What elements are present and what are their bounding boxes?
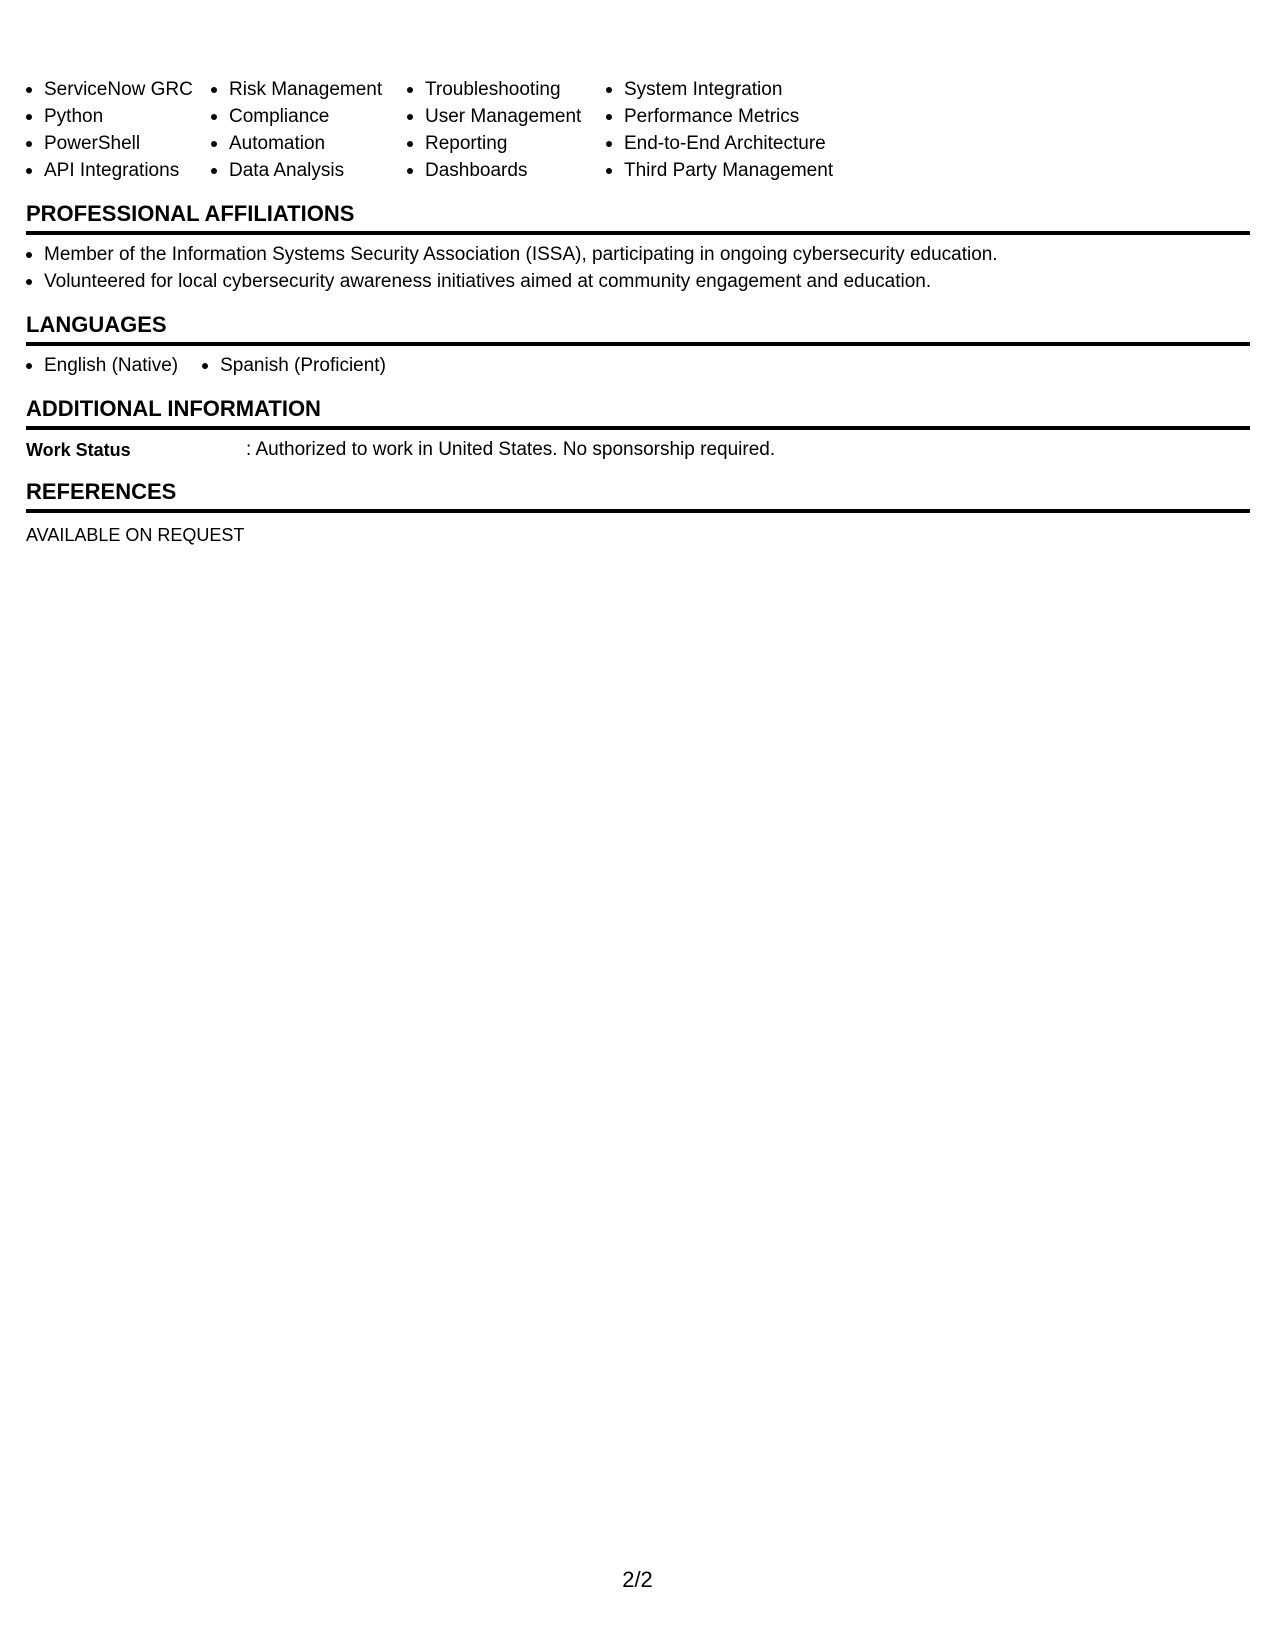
list-item: Volunteered for local cybersecurity awareness initiatives aimed at community engagement and education. xyxy=(26,268,1250,295)
affiliations-list xyxy=(26,241,1250,295)
section-title: ADDITIONAL INFORMATION xyxy=(26,396,321,421)
skill-item: Risk Management xyxy=(211,76,407,103)
bullet-icon xyxy=(211,114,217,120)
bullet-icon xyxy=(407,168,413,174)
skill-item: Python xyxy=(26,103,211,130)
bullet-icon xyxy=(407,87,413,93)
section-title: PROFESSIONAL AFFILIATIONS xyxy=(26,201,355,226)
bullet-icon xyxy=(211,141,217,147)
section-title: REFERENCES xyxy=(26,479,177,504)
affiliations-header xyxy=(26,200,1250,235)
bullet-icon xyxy=(407,114,413,120)
bullet-icon xyxy=(26,87,32,93)
skill-item: API Integrations xyxy=(26,157,211,184)
skills-column-1 xyxy=(26,76,211,184)
skill-item: PowerShell xyxy=(26,130,211,157)
section-title: LANGUAGES xyxy=(26,312,167,337)
bullet-icon xyxy=(26,114,32,120)
resume-page-2 xyxy=(26,76,1250,547)
references-header xyxy=(26,478,1250,513)
list-item: Spanish (Proficient) xyxy=(202,352,386,379)
work-status-row xyxy=(26,438,1250,462)
bullet-icon xyxy=(606,141,612,147)
skill-item: System Integration xyxy=(606,76,846,103)
skills-column-2 xyxy=(211,76,407,184)
skills-column-3 xyxy=(407,76,606,184)
skill-item: Performance Metrics xyxy=(606,103,846,130)
languages-header xyxy=(26,311,1250,346)
skill-item: Reporting xyxy=(407,130,606,157)
references-text: AVAILABLE ON REQUEST xyxy=(26,525,245,545)
bullet-icon xyxy=(26,168,32,174)
languages-list xyxy=(26,352,1250,379)
page-number: 2/2 xyxy=(622,1567,653,1592)
skill-item: Automation xyxy=(211,130,407,157)
bullet-icon xyxy=(26,252,32,258)
skills-column-4 xyxy=(606,76,846,184)
skills-grid xyxy=(26,76,1250,184)
skill-item: User Management xyxy=(407,103,606,130)
skill-item: End-to-End Architecture xyxy=(606,130,846,157)
list-item: English (Native) xyxy=(26,352,178,379)
bullet-icon xyxy=(211,87,217,93)
bullet-icon xyxy=(407,141,413,147)
bullet-icon xyxy=(26,363,32,369)
skill-item: Third Party Management xyxy=(606,157,846,184)
bullet-icon xyxy=(26,141,32,147)
bullet-icon xyxy=(606,87,612,93)
list-item: Member of the Information Systems Security Association (ISSA), participating in ongoing cybersecurity education. xyxy=(26,241,1250,268)
additional-info-header xyxy=(26,395,1250,430)
skill-item: Data Analysis xyxy=(211,157,407,184)
work-status-label: Work Status xyxy=(26,440,131,460)
bullet-icon xyxy=(26,279,32,285)
skill-item: Troubleshooting xyxy=(407,76,606,103)
bullet-icon xyxy=(211,168,217,174)
bullet-icon xyxy=(606,114,612,120)
work-status-value: : Authorized to work in United States. No sponsorship required. xyxy=(246,439,776,460)
bullet-icon xyxy=(202,363,208,369)
skill-item: ServiceNow GRC xyxy=(26,76,211,103)
bullet-icon xyxy=(606,168,612,174)
skill-item: Dashboards xyxy=(407,157,606,184)
skill-item: Compliance xyxy=(211,103,407,130)
